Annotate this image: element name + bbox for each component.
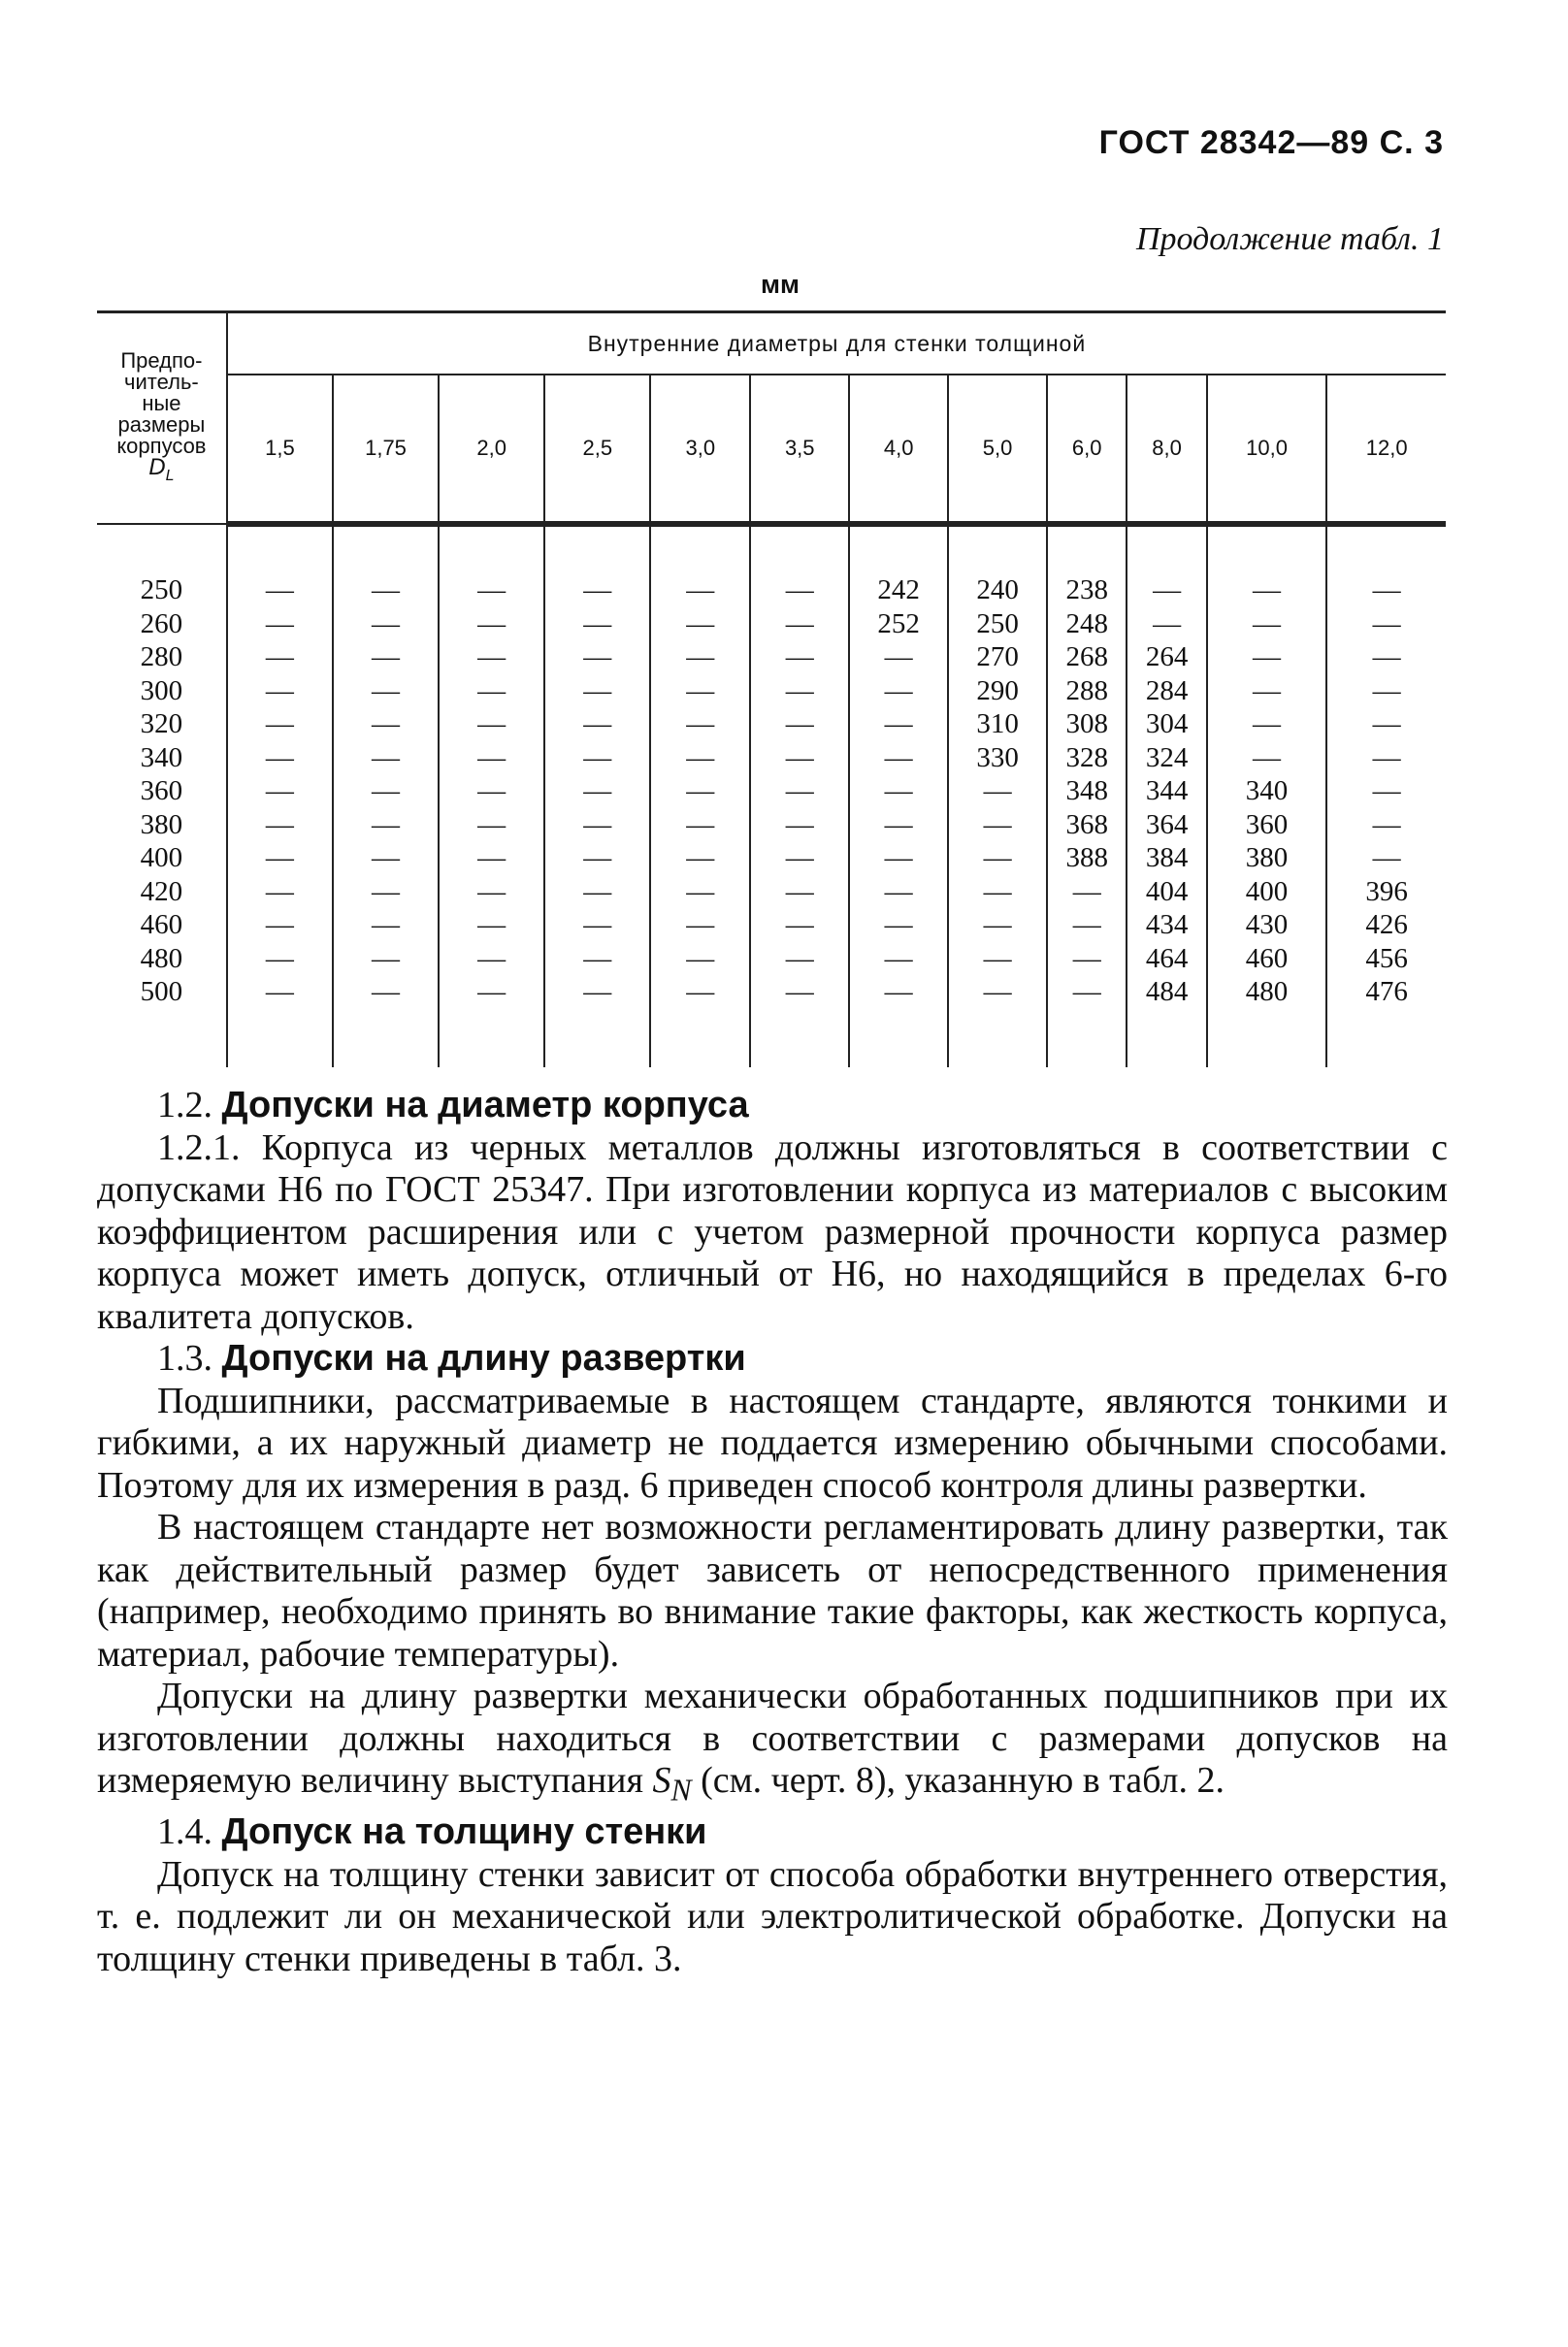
diameter-cell: 348	[1047, 774, 1127, 808]
spacer-cell	[1127, 1009, 1206, 1067]
diameter-cell: —	[650, 841, 750, 875]
housing-size-cell: 460	[140, 909, 183, 940]
spacer-cell	[97, 524, 227, 573]
diameter-cell: —	[544, 674, 650, 708]
spacer-cell	[650, 524, 750, 573]
diameter-cell: 308	[1047, 707, 1127, 741]
spacer-cell	[849, 524, 948, 573]
diameter-cell: —	[750, 808, 849, 842]
housing-size-cell: 340	[140, 741, 183, 773]
diameter-cell: —	[544, 573, 650, 607]
diameter-cell: —	[849, 640, 948, 674]
diameter-cell: —	[227, 707, 333, 741]
span-header: Внутренние диаметры для стенки толщиной	[227, 312, 1446, 375]
diameter-cell: —	[333, 741, 439, 775]
spacer-cell	[750, 1009, 849, 1067]
diameter-cell: —	[650, 774, 750, 808]
diameter-cell: 430	[1207, 908, 1327, 942]
diameter-cell: —	[1326, 741, 1446, 775]
housing-size-cell: 500	[140, 976, 183, 1007]
diameter-cell: —	[227, 975, 333, 1009]
diameter-cell: —	[439, 908, 544, 942]
diameter-cell: 484	[1127, 975, 1206, 1009]
diameter-cell: —	[948, 975, 1047, 1009]
diameter-cell: 264	[1127, 640, 1206, 674]
diameter-cell: —	[439, 607, 544, 641]
diameter-cell: 360	[1207, 808, 1327, 842]
spacer-cell	[1207, 524, 1327, 573]
diameter-cell: —	[439, 707, 544, 741]
diameter-cell: 288	[1047, 674, 1127, 708]
thickness-header: 2,0	[439, 375, 544, 524]
diameter-cell: —	[1326, 573, 1446, 607]
housing-size-cell: 400	[140, 842, 183, 873]
diameter-cell: —	[1047, 942, 1127, 976]
diameter-cell: —	[1047, 975, 1127, 1009]
spacer-cell	[227, 1009, 333, 1067]
diameter-cell: —	[1326, 607, 1446, 641]
table-row	[97, 774, 1446, 808]
diameter-cell: —	[333, 573, 439, 607]
diameter-cell: —	[650, 674, 750, 708]
diameter-cell: —	[1207, 674, 1327, 708]
table-row	[97, 875, 1446, 909]
paragraph: Допуск на толщину стенки зависит от способа обработки внутреннего отверстия, т. е. подлежит ли он механической или электролитической обработке. Допуски на толщину стенки приведены в табл. 3.	[97, 1853, 1448, 1979]
diameter-cell: —	[544, 942, 650, 976]
spacer-cell	[333, 524, 439, 573]
thickness-header: 12,0	[1326, 375, 1446, 524]
diameter-cell: —	[227, 741, 333, 775]
diameter-cell: —	[227, 942, 333, 976]
diameter-cell: 252	[849, 607, 948, 641]
diameter-cell: —	[333, 908, 439, 942]
diameter-cell: —	[650, 875, 750, 909]
spacer-cell	[948, 524, 1047, 573]
diameter-cell: —	[750, 741, 849, 775]
diameter-cell: —	[750, 875, 849, 909]
body-text	[97, 1085, 1448, 1980]
diameter-cell: —	[1326, 674, 1446, 708]
diameter-cell: —	[333, 640, 439, 674]
spacer-cell	[544, 1009, 650, 1067]
table-row	[97, 942, 1446, 976]
diameter-cell: —	[439, 674, 544, 708]
diameter-cell: —	[439, 841, 544, 875]
paragraph: Подшипники, рассматриваемые в настоящем стандарте, являются тонкими и гибкими, а их наружный диаметр не поддается измерению обычными способами. Поэтому для их измерения в разд. 6 приведен способ контроля длины развертки.	[97, 1380, 1448, 1506]
diameter-cell: 240	[948, 573, 1047, 607]
diameter-cell: —	[544, 908, 650, 942]
diameter-cell: —	[750, 975, 849, 1009]
diameter-cell: —	[439, 573, 544, 607]
table-row	[97, 808, 1446, 842]
diameter-cell: 456	[1326, 942, 1446, 976]
diameter-cell: —	[1326, 707, 1446, 741]
page-header: ГОСТ 28342—89 С. 3	[1098, 124, 1444, 161]
diameter-cell: —	[439, 942, 544, 976]
diameter-cell: —	[439, 640, 544, 674]
diameter-cell: —	[1326, 774, 1446, 808]
row-header-cell	[97, 312, 227, 525]
spacer-cell	[1326, 524, 1446, 573]
spacer-cell	[439, 524, 544, 573]
thickness-header: 10,0	[1207, 375, 1327, 524]
diameter-cell: —	[439, 741, 544, 775]
diameter-cell: —	[544, 741, 650, 775]
housing-size-cell: 300	[140, 674, 183, 706]
paragraph: 1.2.1. Корпуса из черных металлов должны изготовляться в соответствии с допусками Н6 по ГОСТ 25347. При изготовлении корпуса из материалов с высоким коэффициентом расширения или с учетом размерной прочности корпуса размер корпуса может иметь допуск, отличный от Н6, но находящийся в пределах 6-го квалитета допусков.	[97, 1126, 1448, 1337]
diameter-cell: 400	[1207, 875, 1327, 909]
diameter-cell: —	[227, 640, 333, 674]
table-row	[97, 841, 1446, 875]
diameter-cell: —	[948, 841, 1047, 875]
diameter-cell: —	[650, 808, 750, 842]
table-continuation-label: Продолжение табл. 1	[1135, 221, 1444, 257]
diameter-cell: —	[1207, 573, 1327, 607]
diameter-cell: —	[849, 908, 948, 942]
diameter-cell: —	[750, 607, 849, 641]
diameter-cell: 380	[1207, 841, 1327, 875]
row-header-line: корпусов	[116, 433, 207, 458]
diameter-cell: —	[544, 640, 650, 674]
diameter-cell: —	[227, 607, 333, 641]
diameter-cell: 480	[1207, 975, 1327, 1009]
diameter-cell: —	[227, 808, 333, 842]
housing-size-cell: 280	[140, 641, 183, 672]
row-header-symbol: $D_L$	[148, 453, 175, 484]
spacer-cell	[750, 524, 849, 573]
diameter-cell: —	[1207, 607, 1327, 641]
spacer-cell	[333, 1009, 439, 1067]
diameter-cell: —	[544, 841, 650, 875]
housing-size-cell: 320	[140, 708, 183, 739]
diameter-cell: —	[1127, 573, 1206, 607]
diameter-cell: —	[650, 707, 750, 741]
diameter-cell: —	[750, 942, 849, 976]
diameter-cell: —	[227, 774, 333, 808]
diameter-cell: —	[1207, 640, 1327, 674]
diameter-cell: —	[750, 573, 849, 607]
diameter-cell: —	[1326, 841, 1446, 875]
diameter-cell: 476	[1326, 975, 1446, 1009]
diameter-cell: —	[227, 875, 333, 909]
section-heading: 1.4. Допуск на толщину стенки	[157, 1811, 707, 1853]
diameter-cell: 248	[1047, 607, 1127, 641]
section-heading: 1.3. Допуски на длину развертки	[157, 1338, 746, 1379]
diameter-cell: —	[333, 875, 439, 909]
spacer-cell	[1047, 524, 1127, 573]
diameter-cell: —	[750, 674, 849, 708]
diameter-cell: 310	[948, 707, 1047, 741]
diameter-cell: —	[227, 674, 333, 708]
diameter-cell: 460	[1207, 942, 1327, 976]
diameter-cell: 304	[1127, 707, 1206, 741]
diameter-cell: 404	[1127, 875, 1206, 909]
diameter-cell: 340	[1207, 774, 1327, 808]
diameter-cell: 364	[1127, 808, 1206, 842]
diameter-cell: —	[333, 674, 439, 708]
table-row	[97, 573, 1446, 607]
spacer-cell	[97, 1009, 227, 1067]
diameter-cell: —	[849, 975, 948, 1009]
diameter-cell: 284	[1127, 674, 1206, 708]
row-header-line: читель-	[124, 369, 199, 394]
diameter-cell: —	[544, 875, 650, 909]
section-heading: 1.2. Допуски на диаметр корпуса	[157, 1085, 749, 1125]
diameter-cell: 344	[1127, 774, 1206, 808]
diameter-cell: 328	[1047, 741, 1127, 775]
diameter-cell: —	[544, 707, 650, 741]
diameter-cell: —	[650, 607, 750, 641]
diameter-cell: —	[750, 774, 849, 808]
diameter-cell: —	[650, 640, 750, 674]
paragraph: В настоящем стандарте нет возможности регламентировать длину развертки, так как действительный размер будет зависеть от непосредственного применения (например, необходимо принять во внимание такие факторы, как жесткость корпуса, материал, рабочие температуры).	[97, 1507, 1448, 1675]
spacer-cell	[1047, 1009, 1127, 1067]
diameter-cell: —	[849, 707, 948, 741]
paragraph: Допуски на длину развертки механически обработанных подшипников при их изготовлении должны находиться в соответствии с размерами допусков на измеряемую величину выступания $S_N$ (см. черт. 8), указанную в табл. 2.	[97, 1676, 1448, 1808]
spacer-cell	[1326, 1009, 1446, 1067]
table-row	[97, 741, 1446, 775]
diameter-cell: —	[1326, 808, 1446, 842]
diameter-cell: —	[227, 908, 333, 942]
diameter-cell: —	[750, 640, 849, 674]
dimension-table	[97, 310, 1446, 1067]
diameter-cell: —	[650, 908, 750, 942]
diameter-cell: —	[1047, 875, 1127, 909]
table-row	[97, 640, 1446, 674]
thickness-header: 6,0	[1047, 375, 1127, 524]
diameter-cell: —	[439, 774, 544, 808]
diameter-cell: —	[1127, 607, 1206, 641]
spacer-cell	[948, 1009, 1047, 1067]
table-row	[97, 607, 1446, 641]
diameter-cell: —	[1207, 741, 1327, 775]
thickness-header: 1,5	[227, 375, 333, 524]
row-header-line: ные	[142, 390, 181, 415]
thickness-header: 1,75	[333, 375, 439, 524]
diameter-cell: —	[544, 607, 650, 641]
diameter-cell: —	[544, 975, 650, 1009]
diameter-cell: 238	[1047, 573, 1127, 607]
spacer-cell	[227, 524, 333, 573]
diameter-cell: —	[849, 942, 948, 976]
diameter-cell: —	[1326, 640, 1446, 674]
diameter-cell: 396	[1326, 875, 1446, 909]
spacer-cell	[439, 1009, 544, 1067]
thickness-header: 3,0	[650, 375, 750, 524]
spacer-cell	[1127, 524, 1206, 573]
diameter-cell: —	[948, 908, 1047, 942]
housing-size-cell: 260	[140, 607, 183, 639]
diameter-cell: —	[333, 841, 439, 875]
diameter-cell: —	[333, 774, 439, 808]
diameter-cell: 368	[1047, 808, 1127, 842]
diameter-cell: 324	[1127, 741, 1206, 775]
spacer-cell	[650, 1009, 750, 1067]
diameter-cell: 242	[849, 573, 948, 607]
diameter-cell: —	[544, 774, 650, 808]
diameter-cell: 330	[948, 741, 1047, 775]
thickness-header: 8,0	[1127, 375, 1206, 524]
diameter-cell: 250	[948, 607, 1047, 641]
thickness-header: 3,5	[750, 375, 849, 524]
diameter-cell: —	[948, 808, 1047, 842]
diameter-cell: —	[544, 808, 650, 842]
spacer-cell	[544, 524, 650, 573]
diameter-cell: 270	[948, 640, 1047, 674]
diameter-cell: —	[948, 875, 1047, 909]
diameter-cell: —	[750, 908, 849, 942]
diameter-cell: —	[849, 741, 948, 775]
diameter-cell: —	[227, 573, 333, 607]
diameter-cell: —	[227, 841, 333, 875]
housing-size-cell: 480	[140, 942, 183, 974]
housing-size-cell: 360	[140, 775, 183, 806]
diameter-cell: 290	[948, 674, 1047, 708]
diameter-cell: 434	[1127, 908, 1206, 942]
diameter-cell: 268	[1047, 640, 1127, 674]
table-row	[97, 674, 1446, 708]
table-row	[97, 908, 1446, 942]
table-unit: мм	[761, 270, 800, 299]
diameter-cell: 426	[1326, 908, 1446, 942]
thickness-header: 2,5	[544, 375, 650, 524]
diameter-cell: —	[849, 875, 948, 909]
diameter-cell: —	[948, 774, 1047, 808]
housing-size-cell: 380	[140, 808, 183, 840]
symbol-sn: $S_N$	[652, 1760, 692, 1808]
diameter-cell: —	[333, 942, 439, 976]
diameter-cell: —	[948, 942, 1047, 976]
diameter-cell: —	[333, 607, 439, 641]
diameter-cell: 464	[1127, 942, 1206, 976]
housing-size-cell: 420	[140, 875, 183, 907]
diameter-cell: —	[333, 975, 439, 1009]
diameter-cell: —	[650, 741, 750, 775]
table-row	[97, 707, 1446, 741]
diameter-cell: —	[1047, 908, 1127, 942]
diameter-cell: —	[849, 674, 948, 708]
diameter-cell: —	[849, 774, 948, 808]
diameter-cell: —	[849, 808, 948, 842]
diameter-cell: —	[750, 841, 849, 875]
spacer-cell	[1207, 1009, 1327, 1067]
housing-size-cell: 250	[140, 574, 183, 605]
diameter-cell: —	[439, 975, 544, 1009]
row-header-line: размеры	[117, 411, 206, 437]
diameter-cell: 388	[1047, 841, 1127, 875]
diameter-cell: —	[650, 573, 750, 607]
diameter-cell: —	[439, 808, 544, 842]
diameter-cell: —	[849, 841, 948, 875]
diameter-cell: —	[1207, 707, 1327, 741]
diameter-cell: —	[333, 808, 439, 842]
diameter-cell: —	[439, 875, 544, 909]
diameter-cell: —	[650, 942, 750, 976]
diameter-cell: —	[750, 707, 849, 741]
table-row	[97, 975, 1446, 1009]
diameter-cell: —	[650, 975, 750, 1009]
diameter-cell: —	[333, 707, 439, 741]
thickness-header: 5,0	[948, 375, 1047, 524]
spacer-cell	[849, 1009, 948, 1067]
thickness-header: 4,0	[849, 375, 948, 524]
diameter-cell: 384	[1127, 841, 1206, 875]
row-header-line: Предпо-	[120, 347, 203, 373]
